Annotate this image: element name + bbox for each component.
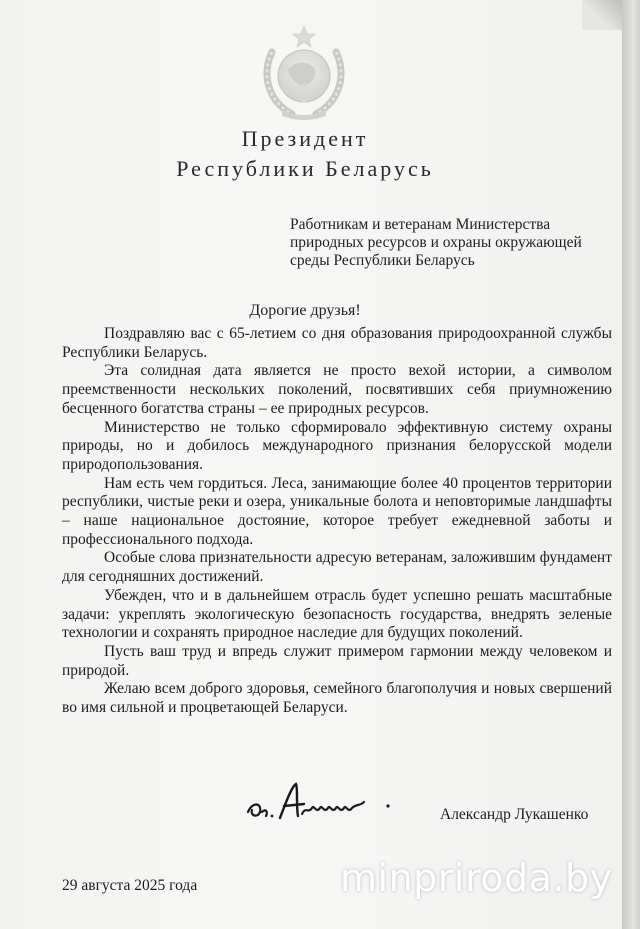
letterhead-title-line2: Республики Беларусь xyxy=(176,156,434,181)
letter-date: 29 августа 2025 года xyxy=(62,877,198,894)
letter-body xyxy=(62,325,612,718)
state-emblem-icon xyxy=(252,22,356,122)
paragraph: Особые слова признательности адресую ветеранам, заложившим фундамент для сегодняшних достижений. xyxy=(62,549,612,586)
paragraph: Эта солидная дата является не просто вехой истории, а символом преемственности нескольких поколений, посвятивших себя приумножению бесценного богатства страны – ее природных ресурсов. xyxy=(62,362,612,417)
page-edge xyxy=(622,0,640,929)
addressee-line: Работникам и ветеранам Министерства xyxy=(290,216,551,233)
letterhead-title-line1: Президент xyxy=(241,126,369,151)
folded-corner xyxy=(582,0,622,30)
handwritten-signature xyxy=(240,772,400,832)
greeting: Дорогие друзья! xyxy=(249,302,361,319)
paragraph: Желаю всем доброго здоровья, семейного благополучия и новых свершений во имя сильной и процветающей Беларуси. xyxy=(62,680,612,717)
paragraph: Нам есть чем гордиться. Леса, занимающие более 40 процентов территории республики, чистые реки и озера, уникальные болота и неповторимые ландшафты – наше национальное достояние, которое требует ежедневной заботы и профессионального подхода. xyxy=(62,474,612,548)
paragraph: Поздравляю вас с 65-летием со дня образования природоохранной службы Республики Беларусь. xyxy=(62,325,612,361)
signer-name: Александр Лукашенко xyxy=(440,806,589,823)
addressee-line: природных ресурсов и охраны окружающей xyxy=(290,234,582,251)
site-watermark: minpriroda.by xyxy=(340,856,613,900)
paragraph: Пусть ваш труд и впредь служит примером гармонии между человеком и природой. xyxy=(62,642,612,679)
addressee-line: среды Республики Беларусь xyxy=(290,252,475,269)
paragraph: Министерство не только сформировало эффективную систему охраны природы, но и добилось международного признания белорусской модели природопользования. xyxy=(62,418,612,473)
addressee-block xyxy=(290,216,620,270)
paragraph: Убежден, что и в дальнейшем отрасль будет успешно решать масштабные задачи: укреплять экологическую безопасность государства, внедрять зеленые технологии и сохранять природное наследие для будущих поколений. xyxy=(62,586,612,642)
